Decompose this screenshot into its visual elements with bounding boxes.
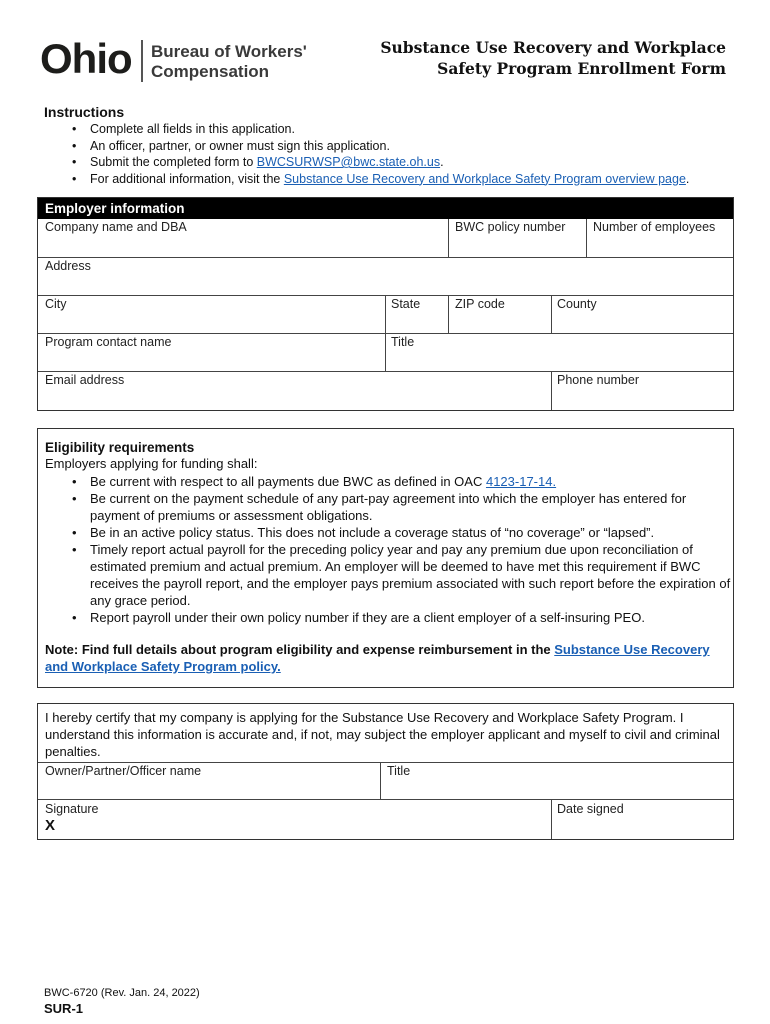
eligibility-item: • Be in an active policy status. This does not include a coverage status of “no coverage” or “lapsed”. [72, 524, 732, 541]
form-number: BWC-6720 (Rev. Jan. 24, 2022) [44, 987, 200, 999]
instruction-item: • For additional information, visit the Substance Use Recovery and Workplace Safety Program overview page. [72, 171, 689, 188]
eligibility-note: Note: Find full details about program eligibility and expense reimbursement in the Substance Use Recovery and Workplace Safety Program policy. [45, 642, 710, 674]
state-field[interactable]: State [391, 297, 421, 311]
county-field[interactable]: County [557, 297, 597, 311]
form-code: SUR-1 [44, 1001, 84, 1016]
company-name-field[interactable]: Company name and DBA [45, 220, 187, 234]
signature-x-icon: X [45, 817, 56, 834]
form-title-line-2: Safety Program Enrollment Form [437, 59, 726, 78]
instruction-item: • An officer, partner, or owner must sign this application. [72, 138, 689, 155]
form-title [306, 37, 726, 79]
row-divider [38, 257, 733, 258]
employee-count-field[interactable]: Number of employees [593, 220, 716, 234]
eligibility-heading: Eligibility requirements [45, 440, 195, 455]
owner-title-field[interactable]: Title [387, 764, 411, 778]
date-signed-field[interactable]: Date signed [557, 802, 624, 816]
row-divider [38, 371, 733, 372]
contact-name-field[interactable]: Program contact name [45, 335, 172, 349]
oac-link[interactable]: 4123-17-14. [485, 474, 557, 489]
col-divider [551, 799, 552, 839]
certification-statement: I hereby certify that my company is applying for the Substance Use Recovery and Workplace Safety Program. I understand this information is accurate and, if not, may subject the employer applicant and myself to civil and criminal penalties. [45, 710, 720, 759]
eligibility-intro: Employers applying for funding shall: [45, 456, 258, 471]
zip-field[interactable]: ZIP code [455, 297, 505, 311]
owner-name-field[interactable]: Owner/Partner/Officer name [45, 764, 202, 778]
eligibility-list [72, 473, 732, 626]
eligibility-item: • Be current with respect to all payments due BWC as defined in OAC 4123-17-14. [72, 473, 732, 490]
ohio-logo: Ohio [40, 35, 132, 82]
employer-info-section [37, 197, 734, 411]
instruction-item: • Submit the completed form to BWCSURWSP@bwc.state.oh.us. [72, 154, 689, 171]
col-divider [385, 333, 386, 371]
col-divider [586, 219, 587, 257]
employer-info-heading: Employer information [38, 198, 733, 219]
col-divider [448, 219, 449, 257]
col-divider [385, 295, 386, 333]
eligibility-item: • Be current on the payment schedule of any part-pay agreement into which the employer has entered for payment of premiums or assessment obligations. [72, 490, 732, 524]
email-field[interactable]: Email address [45, 373, 125, 387]
address-field[interactable]: Address [45, 259, 91, 273]
form-title-line-1: Substance Use Recovery and Workplace [380, 38, 726, 57]
col-divider [551, 295, 552, 333]
phone-field[interactable]: Phone number [557, 373, 640, 387]
signature-field[interactable]: Signature [45, 802, 99, 816]
contact-title-field[interactable]: Title [391, 335, 415, 349]
col-divider [380, 762, 381, 799]
col-divider [551, 371, 552, 410]
instruction-item: • Complete all fields in this application. [72, 121, 689, 138]
agency-line-2: Compensation [151, 62, 270, 81]
row-divider [38, 762, 733, 763]
instructions-heading: Instructions [44, 104, 125, 120]
col-divider [448, 295, 449, 333]
agency-line-1: Bureau of Workers' [151, 42, 307, 61]
city-field[interactable]: City [45, 297, 67, 311]
eligibility-item: • Timely report actual payroll for the preceding policy year and pay any premium due upon reconciliation of estimated premium and actual premium. An employer will be deemed to have met this requirement if BWC receives the payroll report, and the employer pays premium associated with such report before the expiration of any grace period. [72, 541, 732, 609]
agency-name [151, 42, 307, 82]
row-divider [38, 799, 733, 800]
program-policy-link[interactable]: Substance Use Recovery and Workplace Safety Program policy. [45, 642, 710, 674]
instructions-list [72, 121, 689, 187]
program-overview-link[interactable]: Substance Use Recovery and Workplace Safety Program overview page [283, 171, 686, 186]
logo-divider [141, 40, 143, 82]
policy-number-field[interactable]: BWC policy number [455, 220, 566, 234]
eligibility-item: • Report payroll under their own policy number if they are a client employer of a self-insuring PEO. [72, 609, 732, 626]
submit-email-link[interactable]: BWCSURWSP@bwc.state.oh.us [256, 155, 441, 169]
